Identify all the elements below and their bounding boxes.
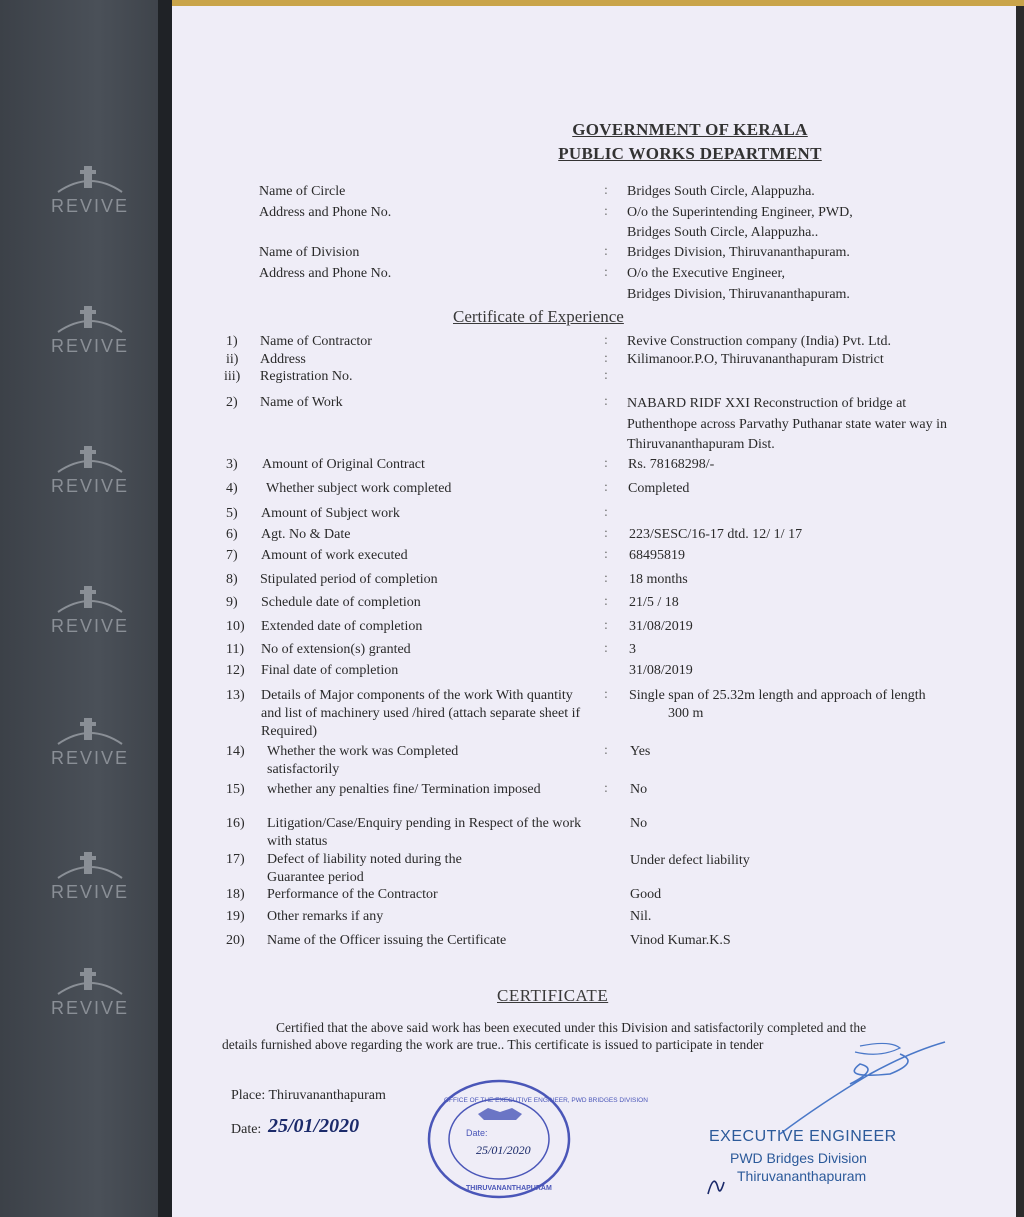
division-value: Bridges Division, Thiruvananthapuram. — [627, 245, 850, 260]
colon: : — [604, 456, 608, 471]
item-number: 14) — [226, 744, 245, 759]
colon: : — [604, 244, 608, 259]
item-label: Whether subject work completed — [266, 481, 452, 496]
engineer-city: Thiruvananthapuram — [737, 1168, 867, 1184]
item-label: Name of the Officer issuing the Certificate — [267, 933, 507, 948]
revive-logo — [50, 580, 130, 640]
item-value: NABARD RIDF XXI Reconstruction of bridge at Puthenthope across Parvathy Puthanar state water way in Thiruvananthapuram Dist. — [627, 396, 947, 452]
logo-text: REVIVE — [50, 616, 130, 636]
page-right-edge — [1016, 6, 1024, 1217]
item-label: Registration No. — [260, 369, 353, 384]
division-address-value: O/o the Executive Engineer, — [627, 266, 786, 281]
item-label: Agt. No & Date — [261, 527, 351, 542]
item-label: Schedule date of completion — [261, 595, 421, 610]
colon: : — [604, 743, 608, 758]
colon: : — [604, 333, 608, 348]
item-number: 4) — [226, 481, 238, 496]
item-value-line2: 300 m — [668, 706, 704, 721]
logo-text: REVIVE — [50, 998, 130, 1018]
item-value: 31/08/2019 — [629, 663, 693, 678]
item-value: 21/5 / 18 — [629, 595, 679, 610]
revive-logo — [50, 712, 130, 772]
item-value: 68495819 — [629, 548, 685, 563]
item-value: Revive Construction company (India) Pvt. Ltd. — [627, 334, 892, 349]
stamp-date-label: Date: — [466, 1128, 488, 1138]
colon: : — [604, 526, 608, 541]
item-number: 16) — [226, 816, 245, 831]
item-label: Other remarks if any — [267, 909, 384, 924]
stamp-text-bottom: THIRUVANANTHAPURAM — [466, 1185, 552, 1192]
item-number: 5) — [226, 506, 238, 521]
logo-text: REVIVE — [50, 882, 130, 902]
date-label: Date: — [231, 1122, 262, 1137]
colon: : — [604, 480, 608, 495]
engineer-division: PWD Bridges Division — [730, 1150, 867, 1166]
colon: : — [604, 594, 608, 609]
item-number: 3) — [226, 457, 238, 472]
logo-text: REVIVE — [50, 748, 130, 768]
item-label: Name of Contractor — [260, 334, 372, 349]
item-number: 1) — [226, 334, 238, 349]
division-address-value-line2: Bridges Division, Thiruvananthapuram. — [627, 287, 850, 302]
item-number: iii) — [224, 369, 241, 384]
colon: : — [604, 571, 608, 586]
division-address-label: Address and Phone No. — [259, 266, 392, 281]
colon: : — [604, 204, 608, 219]
logo-text: REVIVE — [50, 476, 130, 496]
item-value: No — [630, 782, 648, 797]
circle-address-value-line2: Bridges South Circle, Alappuzha.. — [627, 225, 819, 240]
item-number: 6) — [226, 527, 238, 542]
colon: : — [604, 781, 608, 796]
item-number: 20) — [226, 933, 245, 948]
colon: : — [604, 368, 608, 383]
item-number: 19) — [226, 909, 245, 924]
stamp-text-top: OFFICE OF THE EXECUTIVE ENGINEER, PWD BRIDGES DIVISION — [444, 1097, 648, 1104]
item-number: 17) — [226, 852, 245, 867]
item-value: Completed — [628, 481, 690, 496]
item-label: Address — [260, 352, 306, 367]
revive-logo — [50, 440, 130, 500]
header-department: PUBLIC WORKS DEPARTMENT — [558, 144, 822, 163]
item-value: Vinod Kumar.K.S — [630, 933, 731, 948]
item-number: 11) — [226, 642, 245, 657]
item-value: Yes — [630, 744, 651, 759]
item-number: ii) — [226, 352, 239, 367]
sidebar-edge — [158, 0, 172, 1217]
colon: : — [604, 183, 608, 198]
item-label: Details of Major components of the work With quantity and list of machinery used /hired (attach separate sheet if Required) — [261, 688, 581, 739]
item-number: 18) — [226, 887, 245, 902]
item-value: No — [630, 816, 648, 831]
sidebar-banner — [0, 0, 163, 1217]
circle-value: Bridges South Circle, Alappuzha. — [627, 184, 815, 199]
colon: : — [604, 687, 608, 702]
item-label: Performance of the Contractor — [267, 887, 438, 902]
item-label: Litigation/Case/Enquiry pending in Respect of the work with status — [267, 816, 582, 849]
item-label: Defect of liability noted during the Guarantee period — [267, 852, 462, 885]
item-label: Extended date of completion — [261, 619, 423, 634]
colon: : — [604, 351, 608, 366]
stamp-handwritten-date: 25/01/2020 — [476, 1143, 531, 1157]
item-value: Nil. — [630, 909, 652, 924]
item-number: 7) — [226, 548, 238, 563]
item-label: Amount of Original Contract — [262, 457, 425, 472]
item-label: Final date of completion — [261, 663, 399, 678]
colon: : — [604, 547, 608, 562]
item-label: whether any penalties fine/ Termination imposed — [267, 782, 541, 797]
certificate-text-line2: details furnished above regarding the work are true.. This certificate is issued to participate in tender — [222, 1037, 764, 1052]
item-number: 9) — [226, 595, 238, 610]
item-label: Whether the work was Completed satisfactorily — [267, 744, 459, 777]
colon: : — [604, 265, 608, 280]
office-seal — [426, 1078, 648, 1200]
revive-logo — [50, 846, 130, 906]
item-label: Name of Work — [260, 395, 343, 410]
handwritten-date: 25/01/2020 — [268, 1115, 360, 1137]
item-value: Single span of 25.32m length and approach of length — [629, 688, 926, 703]
item-number: 8) — [226, 572, 238, 587]
item-number: 10) — [226, 619, 245, 634]
colon: : — [604, 505, 608, 520]
item-value: 223/SESC/16-17 dtd. 12/ 1/ 17 — [629, 527, 803, 542]
item-number: 12) — [226, 663, 245, 678]
division-label: Name of Division — [259, 245, 360, 260]
circle-address-value: O/o the Superintending Engineer, PWD, — [627, 205, 853, 220]
engineer-title: EXECUTIVE ENGINEER — [709, 1128, 897, 1145]
revive-logo — [50, 160, 130, 220]
item-label: Amount of work executed — [261, 548, 408, 563]
item-value: 3 — [629, 642, 636, 657]
circle-address-label: Address and Phone No. — [259, 205, 392, 220]
item-number: 13) — [226, 688, 245, 703]
colon: : — [604, 394, 608, 409]
logo-text: REVIVE — [50, 336, 130, 356]
certificate-title: CERTIFICATE — [497, 986, 609, 1005]
colon: : — [604, 641, 608, 656]
colon: : — [604, 618, 608, 633]
item-value: 18 months — [629, 572, 688, 587]
certificate-text-line1: Certified that the above said work has been executed under this Division and satisfactorily completed and the — [276, 1020, 867, 1035]
revive-logo — [50, 962, 130, 1022]
initials-mark — [704, 1168, 728, 1198]
item-label: No of extension(s) granted — [261, 642, 411, 657]
revive-logo — [50, 300, 130, 360]
item-label: Amount of Subject work — [261, 506, 400, 521]
item-label: Stipulated period of completion — [260, 572, 438, 587]
item-number: 15) — [226, 782, 245, 797]
certificate-of-experience-title: Certificate of Experience — [453, 307, 624, 326]
header-government: GOVERNMENT OF KERALA — [572, 120, 808, 139]
item-value: 31/08/2019 — [629, 619, 693, 634]
item-number: 2) — [226, 395, 238, 410]
place-label: Place: Thiruvananthapuram — [231, 1088, 386, 1103]
item-value: Under defect liability — [630, 853, 750, 868]
item-value: Kilimanoor.P.O, Thiruvananthapuram District — [627, 352, 884, 367]
item-value: Good — [630, 887, 662, 902]
circle-label: Name of Circle — [259, 184, 346, 199]
logo-text: REVIVE — [50, 196, 130, 216]
item-value: Rs. 78168298/- — [628, 457, 715, 472]
